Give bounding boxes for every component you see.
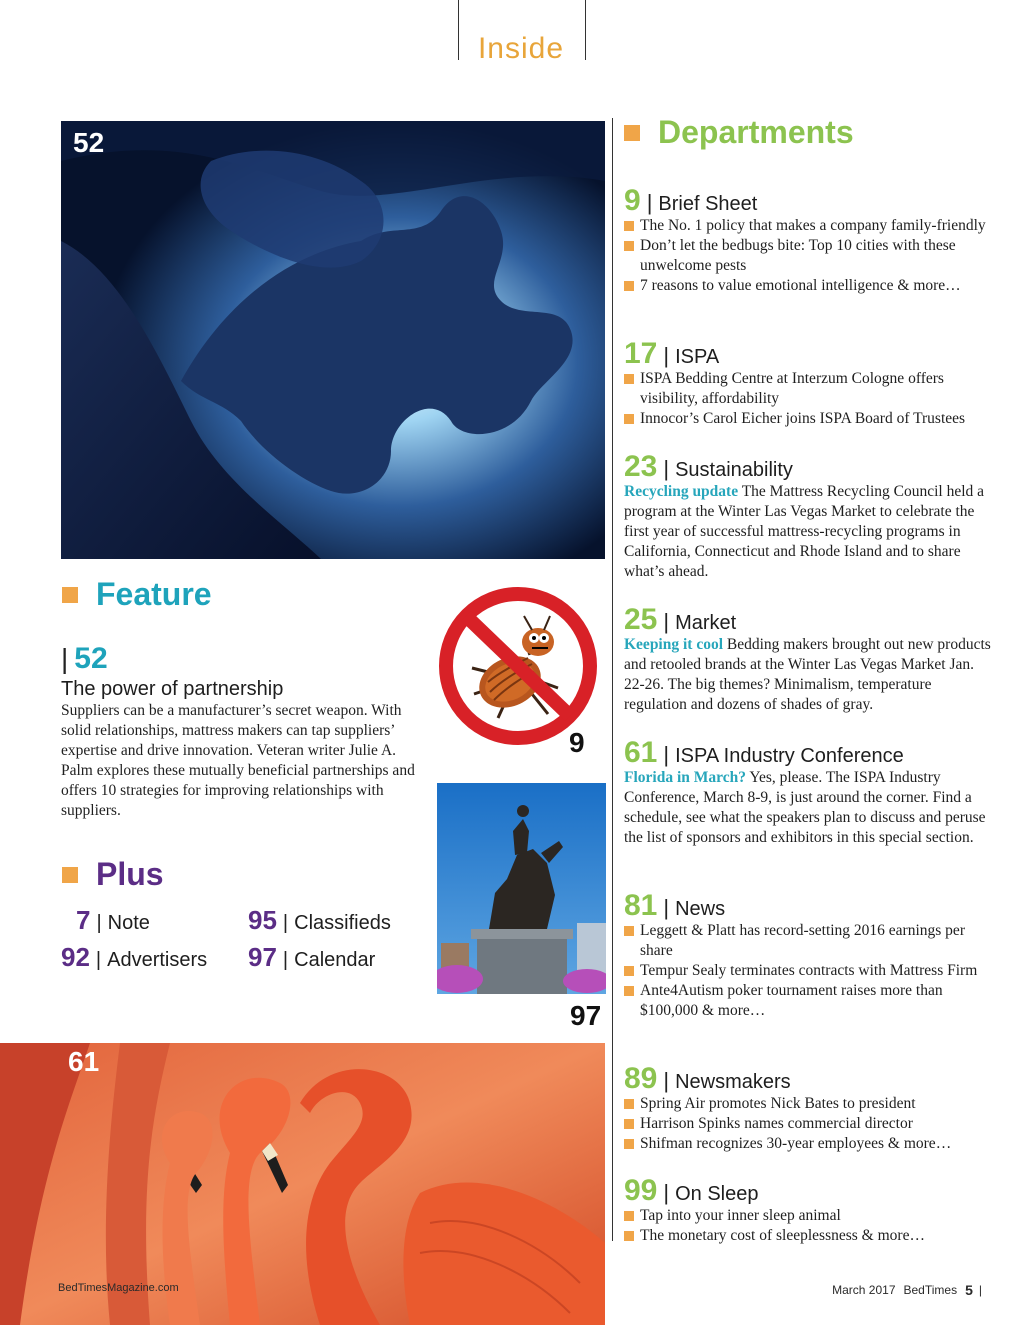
footer-issue: March 2017 (832, 1283, 896, 1297)
section-name: On Sleep (675, 1183, 759, 1205)
plus-item-label: Calendar (294, 949, 376, 971)
bullet-square-icon (624, 241, 634, 251)
plus-item-number: 97 (248, 942, 277, 972)
bullet-square-icon (624, 1119, 634, 1129)
footer-divider: | (978, 1283, 982, 1297)
section-sustainability (624, 452, 994, 582)
bullet-square-icon (624, 986, 634, 996)
section-header (624, 605, 994, 635)
page-number: 5 (965, 1282, 973, 1298)
plus-item-label: Advertisers (107, 949, 208, 971)
section-lead: Florida in March? (624, 769, 746, 786)
section-header (624, 339, 994, 369)
list-item-text: Shifman recognizes 30-year employees & more… (640, 1135, 952, 1152)
bullet-square-icon (624, 414, 634, 424)
section-divider: | (663, 1180, 670, 1205)
section-number: 61 (624, 736, 658, 769)
departments-title: Departments (658, 114, 854, 150)
list-item (624, 1206, 994, 1226)
list-item (624, 369, 994, 409)
section-number: 23 (624, 450, 658, 483)
section-news (624, 891, 994, 1021)
section-header (624, 891, 994, 921)
section-name: ISPA (675, 346, 720, 368)
footer-website: BedTimesMagazine.com (58, 1282, 179, 1294)
section-name: Newsmakers (675, 1071, 791, 1093)
section-name: ISPA Industry Conference (675, 745, 904, 767)
bullet-square-icon (624, 1211, 634, 1221)
list-item (624, 276, 994, 296)
section-header (624, 738, 994, 768)
heading-square-icon (624, 125, 640, 141)
feature-number: 52 (74, 642, 108, 675)
plus-item-note (76, 905, 150, 936)
bedbug-photo-number: 9 (569, 727, 585, 758)
section-divider: | (663, 609, 670, 634)
section-divider: | (663, 456, 670, 481)
section-name: Market (675, 612, 737, 634)
feature-title: Feature (96, 576, 212, 612)
section-name: News (675, 898, 726, 920)
feature-heading (62, 576, 212, 613)
section-brief-sheet (624, 186, 994, 296)
section-body (624, 635, 994, 715)
section-number: 17 (624, 337, 658, 370)
list-item (624, 1094, 994, 1114)
heading-square-icon (62, 587, 78, 603)
list-item-text: 7 reasons to value emotional intelligence & more… (640, 277, 961, 294)
section-ispa (624, 339, 994, 429)
section-text: Bedding makers brought out new products and retooled brands at the Winter Las Vegas Market Jan. 22-26. The big themes? Minimalism, temperature regulation and dozens of shades of gray. (624, 636, 991, 713)
plus-item-divider: | (95, 949, 102, 971)
feature-divider: | (61, 643, 69, 674)
bullet-square-icon (624, 966, 634, 976)
list-item-text: Ante4Autism poker tournament raises more than $100,000 & more… (640, 982, 943, 1019)
list-item-text: ISPA Bedding Centre at Interzum Cologne offers visibility, affordability (640, 370, 944, 407)
list-item-text: The monetary cost of sleeplessness & more… (640, 1227, 925, 1244)
bullet-square-icon (624, 1139, 634, 1149)
list-item-text: The No. 1 policy that makes a company family-friendly (640, 217, 986, 234)
plus-item-divider: | (96, 912, 102, 934)
list-item-text: Don’t let the bedbugs bite: Top 10 cities with these unwelcome pests (640, 237, 956, 274)
section-header (624, 1064, 994, 1094)
departments-heading (624, 114, 854, 151)
footer-magazine: BedTimes (903, 1283, 958, 1297)
plus-item-label: Note (107, 912, 150, 934)
plus-item-divider: | (282, 912, 289, 934)
list-item (624, 961, 994, 981)
list-item (624, 1134, 994, 1154)
list-item (624, 409, 994, 429)
list-item (624, 216, 994, 236)
section-newsmakers (624, 1064, 994, 1154)
footer-folio (832, 1282, 982, 1298)
puzzle-photo (61, 121, 605, 559)
list-item-text: Tap into your inner sleep animal (640, 1207, 841, 1224)
flamingo-photo-number: 61 (68, 1046, 100, 1077)
section-text: The Mattress Recycling Council held a program at the Winter Las Vegas Market to celebrate the first year of successful mattress-recycling programs in California, Connecticut and Rhode Island and to share what’s ahead. (624, 483, 985, 580)
feature-number-line (61, 642, 108, 676)
bullet-square-icon (624, 281, 634, 291)
section-header (624, 452, 994, 482)
section-number: 81 (624, 889, 658, 922)
puzzle-photo-number: 52 (73, 127, 105, 158)
plus-title: Plus (96, 856, 164, 892)
plus-item-calendar (248, 942, 375, 973)
column-divider (612, 118, 613, 1241)
list-item (624, 1226, 994, 1246)
list-item-text: Innocor’s Carol Eicher joins ISPA Board of Trustees (640, 410, 966, 427)
section-divider: | (663, 742, 670, 767)
section-body (624, 482, 994, 582)
bullet-square-icon (624, 221, 634, 231)
plus-item-divider: | (282, 949, 289, 971)
list-item (624, 236, 994, 276)
bullet-square-icon (624, 1099, 634, 1109)
feature-body: Suppliers can be a manufacturer’s secret weapon. With solid relationships, mattress makers can tap suppliers’ expertise and drive innovation. Veteran writer Julie A. Palm explores these mutually beneficial partnerships and offers 10 strategies for improving relationships with suppliers. (61, 702, 415, 819)
list-item (624, 921, 994, 961)
page-title: Inside (477, 32, 565, 65)
section-divider: | (663, 343, 670, 368)
section-number: 25 (624, 603, 658, 636)
list-item-text: Harrison Spinks names commercial director (640, 1115, 913, 1132)
plus-item-advertisers (61, 942, 207, 973)
statue-photo (437, 783, 606, 994)
list-item-text: Leggett & Platt has record-setting 2016 earnings per share (640, 922, 965, 959)
statue-photo-number: 97 (570, 1000, 602, 1031)
list-item (624, 981, 994, 1021)
section-lead: Recycling update (624, 483, 739, 500)
section-divider: | (646, 190, 653, 215)
section-body (624, 768, 994, 848)
plus-item-label: Classifieds (294, 912, 391, 934)
section-lead: Keeping it cool (624, 636, 724, 653)
section-divider: | (663, 1068, 670, 1093)
bullet-square-icon (624, 926, 634, 936)
section-divider: | (663, 895, 670, 920)
section-number: 89 (624, 1062, 658, 1095)
heading-square-icon (62, 867, 78, 883)
section-header (624, 1176, 994, 1206)
plus-item-classifieds (248, 905, 391, 936)
section-on-sleep (624, 1176, 994, 1246)
list-item (624, 1114, 994, 1134)
section-ispa-industry-conference (624, 738, 994, 848)
section-market (624, 605, 994, 715)
bullet-square-icon (624, 1231, 634, 1241)
bullet-square-icon (624, 374, 634, 384)
plus-item-number: 7 (76, 905, 91, 935)
section-name: Sustainability (675, 459, 793, 481)
plus-heading (62, 856, 164, 893)
section-header (624, 186, 994, 216)
no-bedbug-icon (436, 584, 600, 748)
list-item-text: Tempur Sealy terminates contracts with Mattress Firm (640, 962, 978, 979)
plus-item-number: 95 (248, 905, 277, 935)
section-number: 9 (624, 184, 641, 217)
section-name: Brief Sheet (658, 193, 758, 215)
section-text: Yes, please. The ISPA Industry Conference, March 8-9, is just around the corner. Find a schedule, see what the speakers plan to discuss and peruse the list of sponsors and exhibitors in this special section. (624, 769, 986, 846)
section-number: 99 (624, 1174, 658, 1207)
plus-item-number: 92 (61, 942, 90, 972)
list-item-text: Spring Air promotes Nick Bates to president (640, 1095, 916, 1112)
feature-subtitle: The power of partnership (61, 678, 284, 700)
